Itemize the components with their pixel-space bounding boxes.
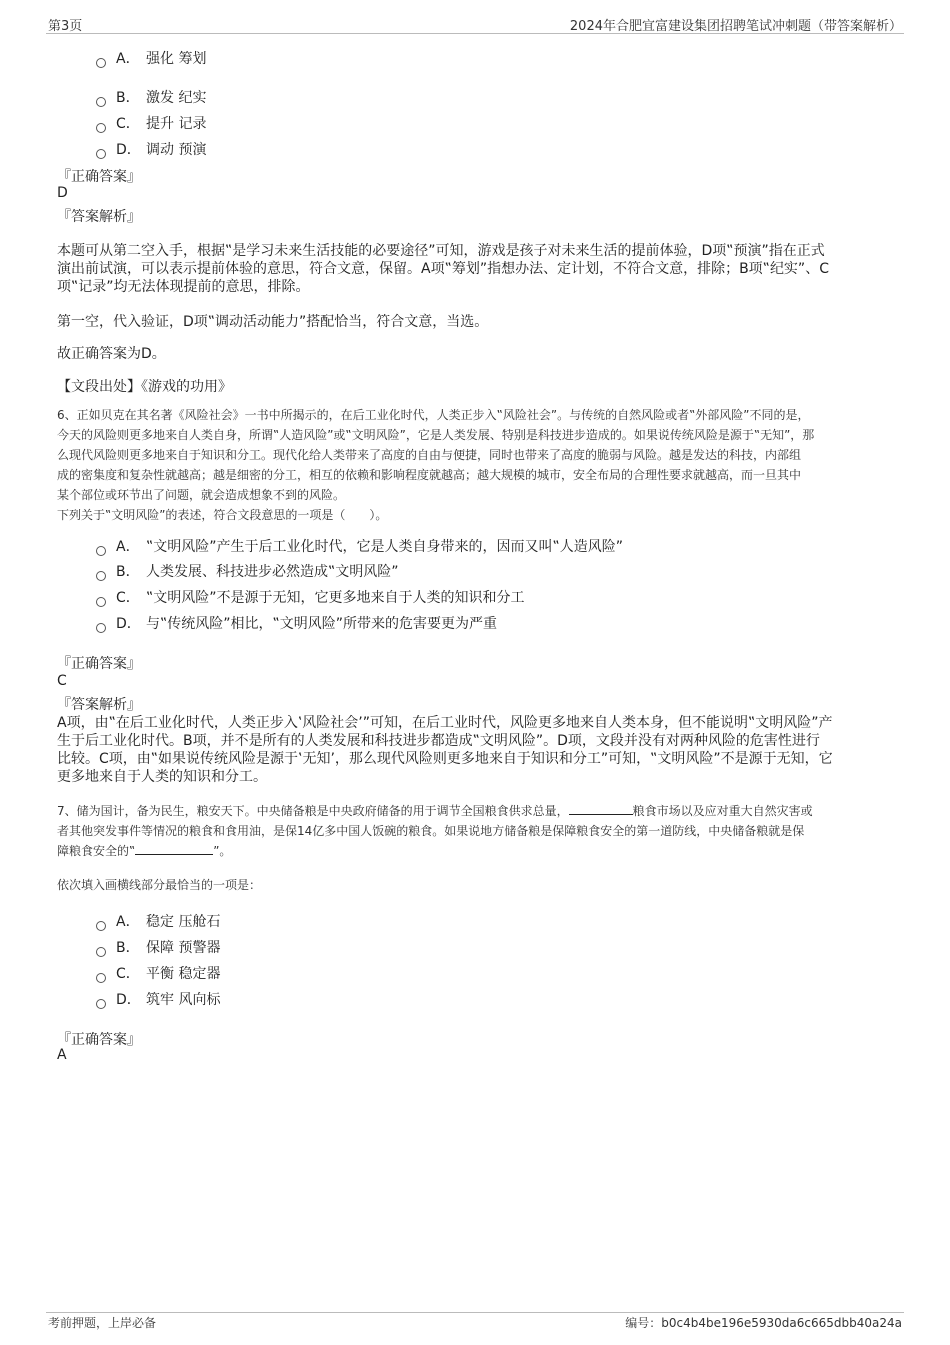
q5-source: 【文段出处】《游戏的功用》 bbox=[57, 379, 232, 395]
radio-icon[interactable] bbox=[96, 97, 106, 107]
page-number: 第3页 bbox=[48, 19, 83, 34]
q5-answer-label: 『正确答案』 bbox=[57, 169, 141, 185]
q6-analysis-line: 比较。C项，由‟如果说传统风险是源于‛无知’，那么现代风险则更多地来自于知识和分工”可知，‟文明风险”不是源于无知，它 bbox=[57, 751, 833, 767]
radio-icon[interactable] bbox=[96, 149, 106, 159]
q7-stem-line: 者其他突发事件等情况的粮食和食用油，是保14亿多中国人饭碗的粮食。如果说地方储备粮是保障粮食安全的第一道防线，中央储备粮就是保 bbox=[57, 824, 805, 838]
radio-icon[interactable] bbox=[96, 597, 106, 607]
q5-option-a[interactable]: A． 强化 筹划 bbox=[96, 48, 206, 68]
q6-answer: C bbox=[57, 673, 67, 689]
q6-option-c[interactable]: C． ‟文明风险”不是源于无知，它更多地来自于人类的知识和分工 bbox=[96, 587, 525, 607]
q7-stem-line: 障粮食安全的‟ ”。 bbox=[57, 844, 232, 858]
q5-analysis-line: 故正确答案为D。 bbox=[57, 346, 166, 362]
q7-option-b[interactable]: B． 保障 预警器 bbox=[96, 937, 220, 957]
footer-slogan: 考前押题，上岸必备 bbox=[48, 1316, 157, 1330]
q6-analysis-line: 生于后工业化时代。B项，并不是所有的人类发展和科技进步都造成‟文明风险”。D项，文段并没有对两种风险的危害性进行 bbox=[57, 733, 820, 749]
radio-icon[interactable] bbox=[96, 623, 106, 633]
q5-option-b[interactable]: B． 激发 纪实 bbox=[96, 87, 206, 107]
fill-blank bbox=[135, 842, 213, 855]
radio-icon[interactable] bbox=[96, 123, 106, 133]
radio-icon[interactable] bbox=[96, 947, 106, 957]
q6-option-d[interactable]: D． 与‟传统风险”相比，‟文明风险”所带来的危害要更为严重 bbox=[96, 613, 497, 633]
q5-option-c[interactable]: C． 提升 记录 bbox=[96, 113, 206, 133]
radio-icon[interactable] bbox=[96, 921, 106, 931]
fill-blank bbox=[569, 802, 633, 815]
q7-answer-label: 『正确答案』 bbox=[57, 1032, 141, 1048]
q6-answer-label: 『正确答案』 bbox=[57, 656, 141, 672]
q6-analysis-line: 更多地来自于人类的知识和分工。 bbox=[57, 769, 267, 785]
q5-analysis-label: 『答案解析』 bbox=[57, 209, 141, 225]
q7-question: 依次填入画横线部分最恰当的一项是： bbox=[57, 878, 262, 892]
q5-analysis-line: 项‟记录”均无法体现提前的意思，排除。 bbox=[57, 279, 310, 295]
q7-answer: A bbox=[57, 1047, 67, 1063]
q7-stem-line: 7、储为国计，备为民生，粮安天下。中央储备粮是中央政府储备的用于调节全国粮食供求总量， 粮食市场以及应对重大自然灾害或 bbox=[57, 804, 813, 818]
document-title: 2024年合肥宜富建设集团招聘笔试冲刺题（带答案解析） bbox=[569, 19, 902, 34]
q5-option-d[interactable]: D． 调动 预演 bbox=[96, 139, 206, 159]
radio-icon[interactable] bbox=[96, 546, 106, 556]
radio-icon[interactable] bbox=[96, 999, 106, 1009]
q7-option-d[interactable]: D． 筑牢 风向标 bbox=[96, 989, 220, 1009]
header-divider bbox=[46, 33, 904, 34]
radio-icon[interactable] bbox=[96, 571, 106, 581]
footer-divider bbox=[46, 1312, 904, 1313]
q5-analysis-line: 第一空，代入验证，D项‟调动活动能力”搭配恰当，符合文意，当选。 bbox=[57, 314, 489, 330]
q7-option-c[interactable]: C． 平衡 稳定器 bbox=[96, 963, 220, 983]
radio-icon[interactable] bbox=[96, 973, 106, 983]
q5-analysis-line: 演出前试演，可以表示提前体验的意思，符合文意，保留。A项‟筹划”指想办法、定计划，不符合文意，排除；B项‟纪实”、C bbox=[57, 261, 829, 277]
q6-option-a[interactable]: A． ‟文明风险”产生于后工业化时代，它是人类自身带来的，因而又叫‟人造风险” bbox=[96, 536, 623, 556]
q6-analysis-label: 『答案解析』 bbox=[57, 697, 141, 713]
q7-option-a[interactable]: A． 稳定 压舱石 bbox=[96, 911, 220, 931]
q6-analysis-line: A项，由‟在后工业化时代，人类正步入‛风险社会’”可知，在后工业时代，风险更多地来自人类本身，但不能说明‟文明风险”产 bbox=[57, 715, 833, 731]
q6-option-b[interactable]: B． 人类发展、科技进步必然造成‟文明风险” bbox=[96, 561, 399, 581]
q5-analysis-line: 本题可从第二空入手，根据‟是学习未来生活技能的必要途径”可知，游戏是孩子对未来生活的提前体验，D项‟预演”指在正式 bbox=[57, 243, 825, 259]
radio-icon[interactable] bbox=[96, 58, 106, 68]
q5-answer: D bbox=[57, 185, 68, 201]
document-code: 编号：b0c4b4be196e5930da6c665dbb40a24a bbox=[625, 1316, 902, 1330]
